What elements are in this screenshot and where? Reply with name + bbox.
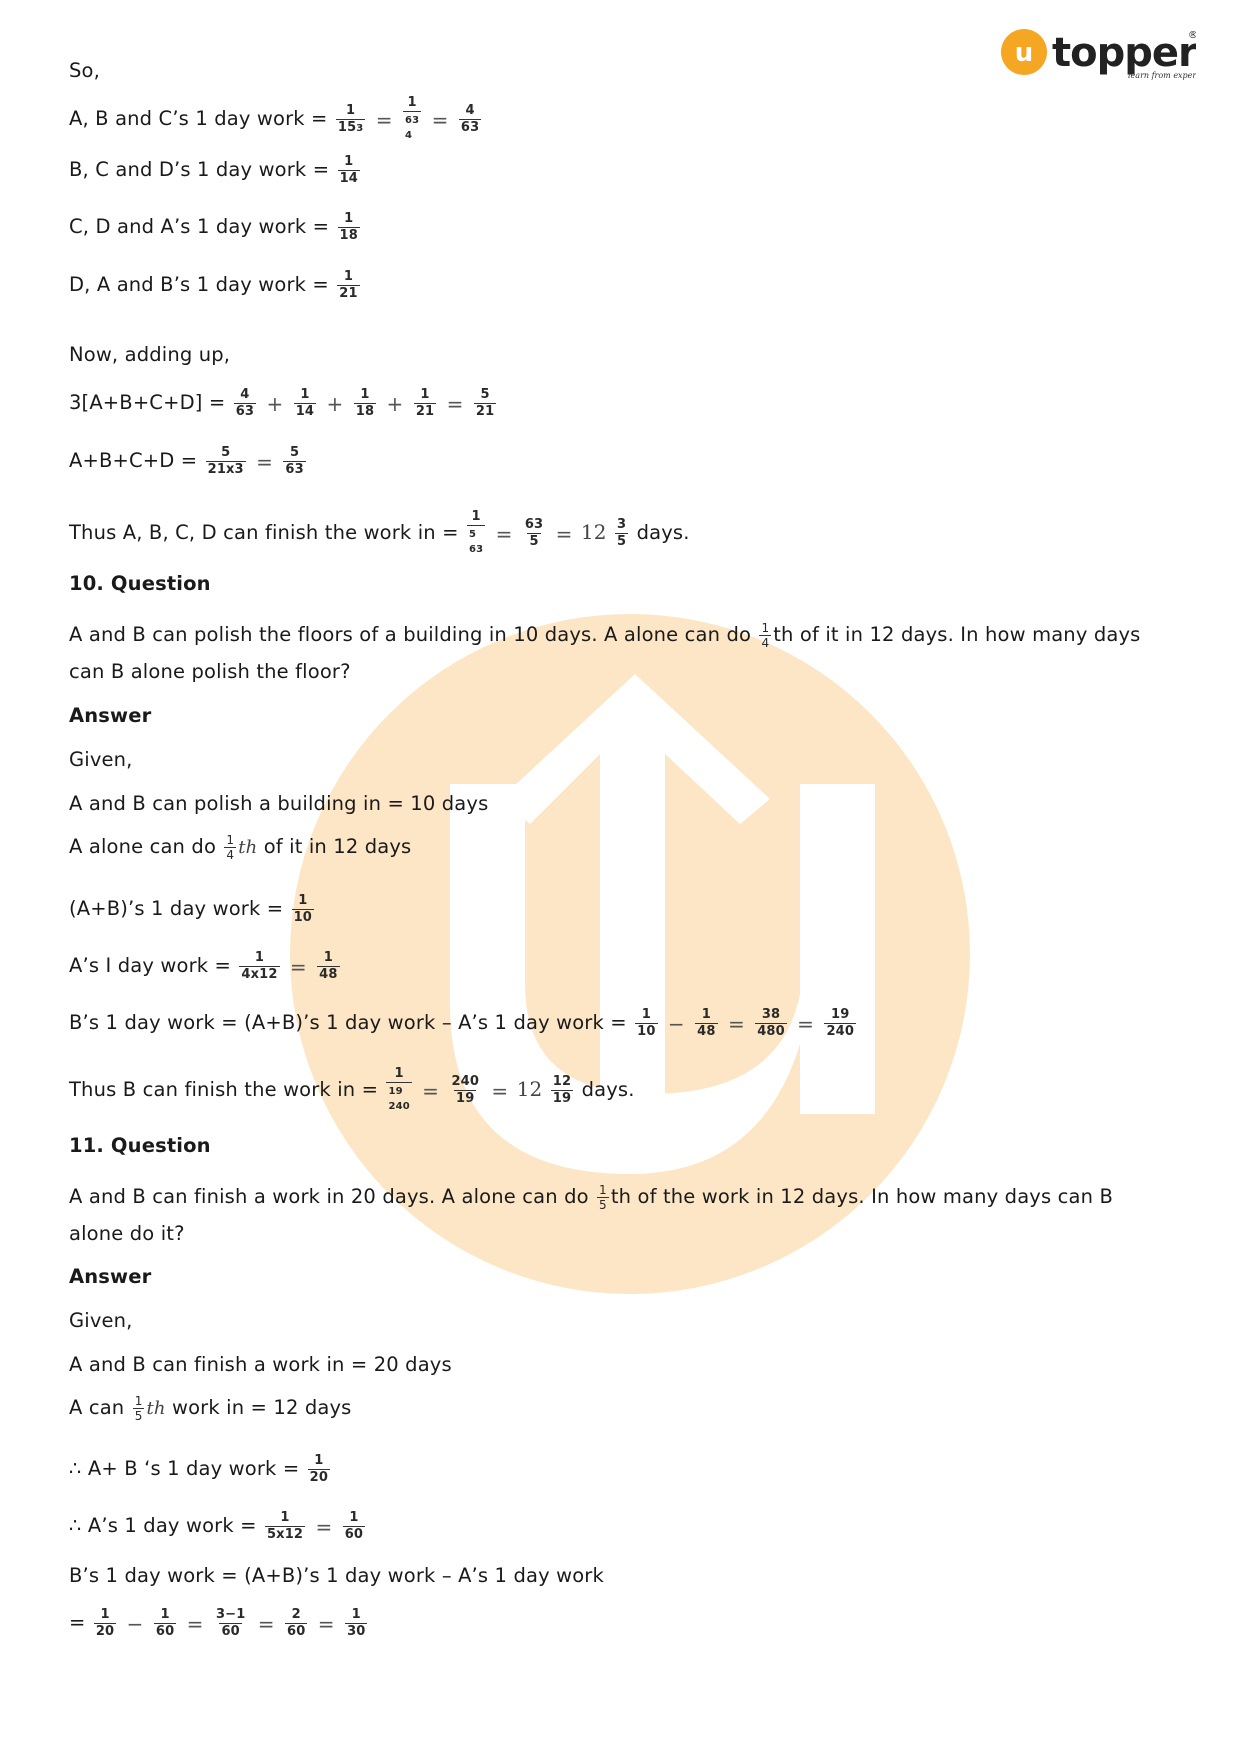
- fraction: $\frac{1}{18}$: [355, 387, 375, 419]
- fraction: $\frac{1}{4x12}$: [241, 950, 278, 982]
- fraction: $\frac{1}{5}$: [599, 1183, 607, 1212]
- fraction: $\frac{3-1}{60}$: [215, 1607, 246, 1639]
- fraction: $\frac{1}{10}$: [293, 893, 312, 925]
- given-11-line-2: A can $\frac{1}{5}$ th work in = 12 days: [69, 1394, 352, 1423]
- abcd-finish-line: Thus A, B, C, D can finish the work in = 1 5 63 = $\frac{63}{5}$ = 12 $\frac{3}{5}$ days.: [69, 509, 690, 555]
- fraction: $\frac{5}{21}$: [475, 387, 495, 419]
- b-day-work-calc-11: = $\frac{1}{20}$ − $\frac{1}{60}$ = $\frac{3-1}{60}$ = $\frac{2}{60}$ = $\frac{1}{30}$: [69, 1607, 366, 1639]
- given-10-line-1: A and B can polish a building in = 10 days: [69, 792, 489, 815]
- fraction: $\frac{1}{14}$: [339, 154, 358, 186]
- registered-mark: ®: [1188, 30, 1196, 41]
- topper-logo: [1000, 26, 1196, 86]
- question-10-heading: 10. Question: [69, 572, 211, 595]
- b-day-work-line: B’s 1 day work = (A+B)’s 1 day work – A’s 1 day work = $\frac{1}{10}$ − $\frac{1}{48}$ = $\frac{38}{480}$ = $\frac{19}{240}$: [69, 1007, 855, 1039]
- fraction: $\frac{38}{480}$: [757, 1007, 785, 1039]
- fraction: $\frac{5}{63}$: [285, 445, 304, 477]
- fraction: $\frac{1}{21}$: [415, 387, 435, 419]
- fraction: $\frac{1}{4}$: [761, 621, 770, 650]
- text-adding-up: Now, adding up,: [69, 343, 231, 366]
- given-10: Given,: [69, 748, 133, 771]
- fraction: $\frac{1}{48}$: [697, 1007, 716, 1039]
- a-day-work-line-11: ∴ A’s 1 day work = $\frac{1}{5x12}$ = $\frac{1}{60}$: [69, 1510, 364, 1542]
- ab-day-work-line: (A+B)’s 1 day work = $\frac{1}{10}$: [69, 893, 312, 925]
- answer-10-heading: Answer: [69, 704, 152, 727]
- abc-day-work-line: A, B and C’s 1 day work = $\frac{1}{153}$ = 1 63 4 = $\frac{4}{63}$: [69, 95, 480, 141]
- abcd-line: A+B+C+D = $\frac{5}{21x3}$ = $\frac{5}{63}$: [69, 445, 304, 477]
- ab-day-work-line-11: ∴ A+ B ‘s 1 day work = $\frac{1}{20}$: [69, 1453, 329, 1485]
- fraction: $\frac{1}{5}$: [134, 1394, 143, 1423]
- bcd-day-work-line: B, C and D’s 1 day work = $\frac{1}{14}$: [69, 154, 358, 186]
- fraction: $\frac{4}{63}$: [460, 103, 480, 135]
- fraction: $\frac{19}{240}$: [826, 1007, 855, 1039]
- fraction: $\frac{1}{30}$: [347, 1607, 366, 1639]
- fraction: $\frac{1}{21}$: [339, 269, 358, 301]
- b-day-work-line-11: B’s 1 day work = (A+B)’s 1 day work – A’s 1 day work: [69, 1564, 604, 1587]
- fraction: $\frac{1}{20}$: [309, 1453, 329, 1485]
- given-10-line-2: A alone can do $\frac{1}{4}$ th of it in 12 days: [69, 833, 412, 862]
- fraction: 1 63 4: [405, 95, 420, 141]
- cda-day-work-line: C, D and A’s 1 day work = $\frac{1}{18}$: [69, 211, 358, 243]
- given-11-line-1: A and B can finish a work in = 20 days: [69, 1353, 452, 1376]
- fraction: $\frac{1}{48}$: [319, 950, 338, 982]
- logo-mark: u: [1014, 38, 1034, 68]
- question-11-text: A and B can finish a work in 20 days. A alone can do $\frac{1}{5}$ th of the work in 12 days. In how many days can B alone do it?: [69, 1183, 1114, 1245]
- fraction: 1 19 240: [388, 1066, 410, 1112]
- fraction: $\frac{4}{63}$: [235, 387, 255, 419]
- fraction: $\frac{1}{14}$: [295, 387, 315, 419]
- b-finish-line: Thus B can finish the work in = 1 19 240 = $\frac{240}{19}$ = 12 $\frac{12}{19}$ days.: [69, 1066, 635, 1112]
- fraction: $\frac{1}{18}$: [339, 211, 358, 243]
- fraction: $\frac{1}{4}$: [226, 833, 235, 862]
- fraction: $\frac{1}{60}$: [344, 1510, 364, 1542]
- fraction: $\frac{3}{5}$: [617, 517, 627, 549]
- answer-11-heading: Answer: [69, 1265, 152, 1288]
- fraction: $\frac{1}{5x12}$: [266, 1510, 304, 1542]
- fraction: $\frac{1}{153}$: [337, 102, 364, 135]
- given-11: Given,: [69, 1309, 133, 1332]
- fraction: $\frac{240}{19}$: [451, 1074, 480, 1106]
- fraction: $\frac{5}{21x3}$: [207, 445, 244, 477]
- a-day-work-line: A’s I day work = $\frac{1}{4x12}$ = $\frac{1}{48}$: [69, 950, 338, 982]
- fraction: $\frac{12}{19}$: [552, 1074, 572, 1106]
- fraction: $\frac{1}{10}$: [637, 1007, 656, 1039]
- logo-tagline: learn from exper: [1128, 71, 1196, 80]
- question-10-text: A and B can polish the floors of a building in 10 days. A alone can do $\frac{1}{4}$ th of it in 12 days. In how many days can B alone polish the floor?: [69, 621, 1141, 683]
- fraction: $\frac{1}{20}$: [95, 1607, 115, 1639]
- sum-line: 3[A+B+C+D] = $\frac{4}{63}$ + $\frac{1}{14}$ + $\frac{1}{18}$ + $\frac{1}{21}$ = $\frac{5}{21}$: [69, 387, 495, 419]
- fraction: $\frac{2}{60}$: [287, 1607, 306, 1639]
- fraction: $\frac{63}{5}$: [524, 517, 544, 549]
- fraction: $\frac{1}{60}$: [155, 1607, 175, 1639]
- fraction: 1 5 63: [469, 509, 484, 555]
- logo-wordmark: topper: [1052, 30, 1196, 76]
- question-11-heading: 11. Question: [69, 1134, 211, 1157]
- text-so: So,: [69, 59, 100, 82]
- dab-day-work-line: D, A and B’s 1 day work = $\frac{1}{21}$: [69, 269, 358, 301]
